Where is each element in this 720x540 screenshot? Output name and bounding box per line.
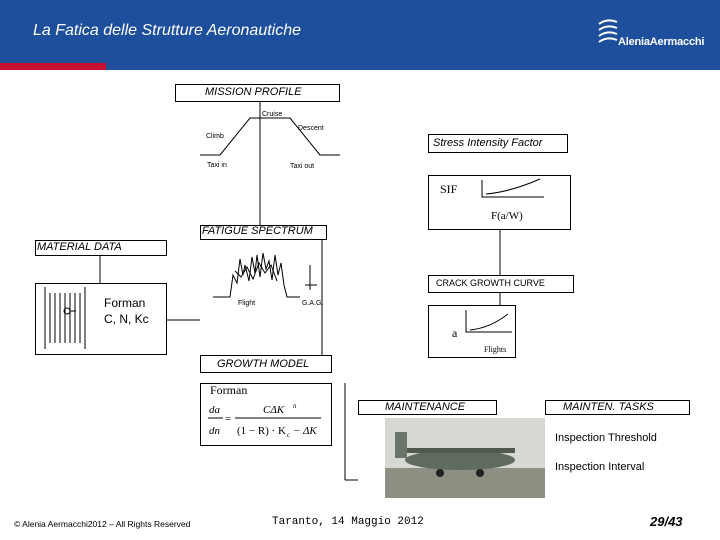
taxi-out-label: Taxi out — [290, 163, 315, 170]
material-data-title: MATERIAL DATA — [37, 241, 122, 253]
svg-text:=: = — [225, 413, 232, 425]
crack-growth-title: CRACK GROWTH CURVE — [436, 278, 545, 288]
material-line-2: C, N, Kc — [104, 312, 149, 326]
copyright: © Alenia Aermacchi2012 – All Rights Reserved — [14, 519, 191, 529]
taxi-in-label: Taxi in — [207, 162, 227, 169]
mission-profile-chart — [180, 100, 340, 190]
svg-text:CΔK: CΔK — [263, 404, 285, 416]
fatigue-spectrum-chart — [205, 245, 325, 305]
sif-label: SIF — [440, 182, 458, 196]
flight-label: Flight — [238, 300, 256, 307]
cruise-label: Cruise — [262, 111, 283, 118]
mission-profile-title: MISSION PROFILE — [205, 86, 302, 98]
fatigue-spectrum-title: FATIGUE SPECTRUM — [202, 225, 313, 237]
descent-label: Descent — [298, 125, 324, 132]
stress-intensity-title: Stress Intensity Factor — [433, 137, 543, 149]
svg-text:− ΔK: − ΔK — [293, 425, 317, 437]
material-line-1: Forman — [104, 296, 146, 310]
page-number: 29/43 — [650, 514, 683, 529]
svg-text:c: c — [287, 431, 291, 439]
maintenance-title: MAINTENANCE — [385, 401, 466, 413]
svg-text:da: da — [209, 404, 220, 416]
inspection-interval: Inspection Interval — [555, 461, 645, 473]
maint-tasks-title: MAINTEN. TASKS — [563, 401, 654, 413]
growth-model-title: GROWTH MODEL — [217, 358, 310, 370]
climb-label: Climb — [206, 133, 224, 140]
crack-growth-xlabel: Flights — [484, 345, 507, 354]
inspection-threshold: Inspection Threshold — [555, 432, 657, 444]
forman-equation — [205, 398, 325, 440]
place-date: Taranto, 14 Maggio 2012 — [272, 516, 424, 528]
logo-text: AleniaAermacchi — [618, 36, 705, 48]
aircraft-photo — [385, 418, 545, 498]
svg-text:(1 − R) · K: (1 − R) · K — [237, 425, 286, 437]
gag-label: G.A.G. — [302, 300, 324, 307]
slide-title: La Fatica delle Strutture Aeronautiche — [33, 22, 302, 39]
growth-model-name: Forman — [210, 383, 248, 397]
svg-text:dn: dn — [209, 425, 220, 437]
sif-function-label: F(a/W) — [491, 210, 523, 222]
crack-growth-ylabel: a — [452, 326, 458, 340]
svg-text:n: n — [293, 402, 297, 410]
aircraft-icon — [385, 418, 545, 498]
specimen-diagram — [38, 285, 98, 351]
